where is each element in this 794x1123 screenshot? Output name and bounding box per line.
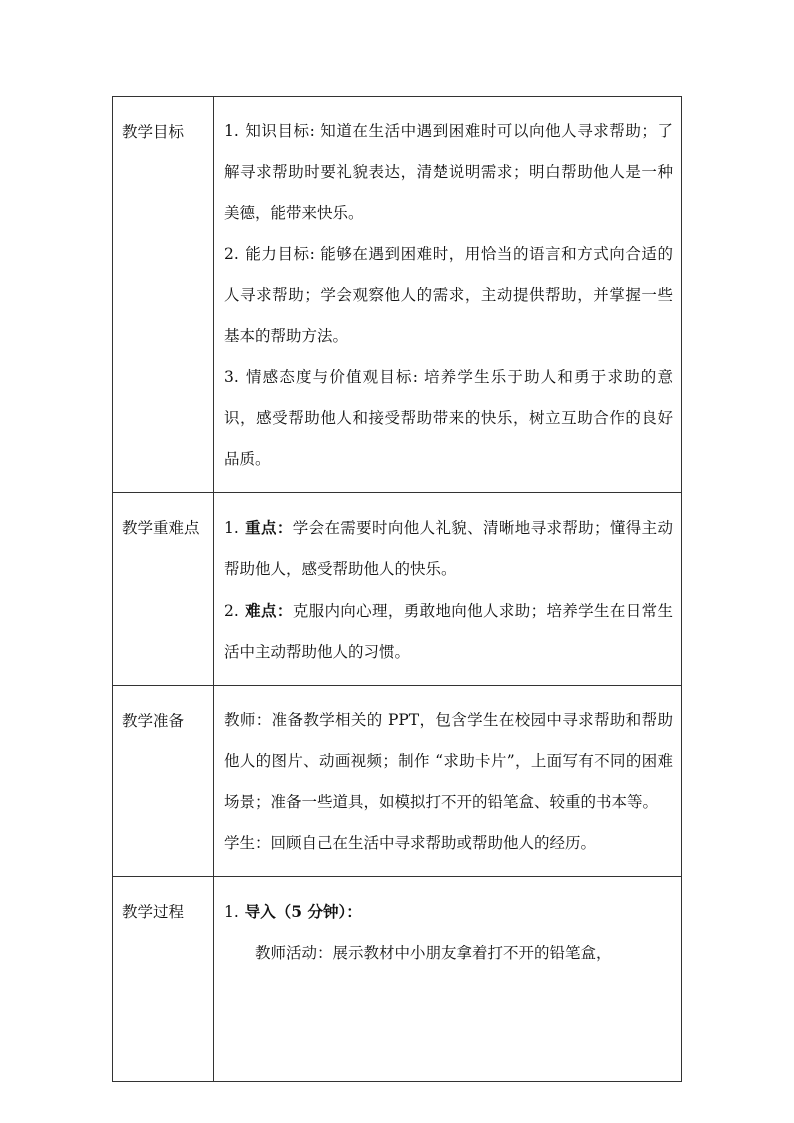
preparation-content bbox=[214, 686, 682, 877]
item-separator: : bbox=[309, 245, 321, 263]
item-number: 1. bbox=[224, 519, 239, 537]
item-separator: : bbox=[412, 368, 425, 386]
item-heading: 难点 bbox=[244, 601, 277, 620]
key-point-item bbox=[224, 507, 673, 590]
process-content bbox=[214, 877, 682, 1082]
key-point-item bbox=[224, 590, 673, 673]
item-separator: : bbox=[309, 122, 321, 140]
objective-item bbox=[224, 357, 673, 480]
step-number: 1. bbox=[224, 903, 239, 921]
objectives-content bbox=[214, 97, 682, 493]
table-row bbox=[113, 877, 682, 1082]
item-heading: 知识目标 bbox=[244, 122, 310, 140]
item-heading: 情感态度与价值观目标 bbox=[244, 368, 413, 386]
step-heading bbox=[224, 891, 673, 933]
row-label-objectives: 教学目标 bbox=[113, 97, 214, 493]
table-row bbox=[113, 97, 682, 493]
key-points-content bbox=[214, 493, 682, 686]
item-text: 知道在生活中遇到困难时可以向他人寻求帮助；了解寻求帮助时要礼貌表达，清楚说明需求；明白帮助他人是一种美德，能带来快乐。 bbox=[224, 122, 673, 222]
row-label-preparation: 教学准备 bbox=[113, 686, 214, 877]
row-label-process: 教学过程 bbox=[113, 877, 214, 1082]
objective-item bbox=[224, 111, 673, 234]
item-text: 能够在遇到困难时，用恰当的语言和方式向合适的人寻求帮助；学会观察他人的需求，主动提供帮助，并掌握一些基本的帮助方法。 bbox=[224, 245, 673, 345]
item-separator: ： bbox=[276, 518, 293, 537]
teacher-activity: 教师活动：展示教材中小朋友拿着打不开的铅笔盒， bbox=[255, 944, 612, 962]
lesson-plan-table bbox=[112, 96, 682, 1082]
objective-item bbox=[224, 234, 673, 357]
item-heading: 重点 bbox=[244, 518, 277, 537]
step-title: 导入（5 分钟）： bbox=[244, 902, 362, 921]
item-number: 1. bbox=[224, 122, 239, 140]
student-preparation: 学生：回顾自己在生活中寻求帮助或帮助他人的经历。 bbox=[224, 834, 597, 852]
item-text: 学会在需要时向他人礼貌、清晰地寻求帮助；懂得主动帮助他人，感受帮助他人的快乐。 bbox=[224, 519, 673, 578]
item-separator: ： bbox=[276, 601, 293, 620]
row-label-key-points: 教学重难点 bbox=[113, 493, 214, 686]
item-text: 克服内向心理，勇敢地向他人求助；培养学生在日常生活中主动帮助他人的习惯。 bbox=[224, 602, 673, 661]
item-heading: 能力目标 bbox=[244, 245, 310, 263]
table-row bbox=[113, 493, 682, 686]
item-number: 2. bbox=[224, 245, 239, 263]
item-number: 2. bbox=[224, 602, 239, 620]
item-number: 3. bbox=[224, 368, 239, 386]
table-row bbox=[113, 686, 682, 877]
teacher-preparation: 教师：准备教学相关的 PPT，包含学生在校园中寻求帮助和帮助他人的图片、动画视频；制作 “求助卡片”，上面写有不同的困难场景；准备一些道具，如模拟打不开的铅笔盒、较重的书本等。 bbox=[224, 711, 673, 811]
item-text: 培养学生乐于助人和勇于求助的意识，感受帮助他人和接受帮助带来的快乐，树立互助合作的良好品质。 bbox=[224, 368, 673, 468]
